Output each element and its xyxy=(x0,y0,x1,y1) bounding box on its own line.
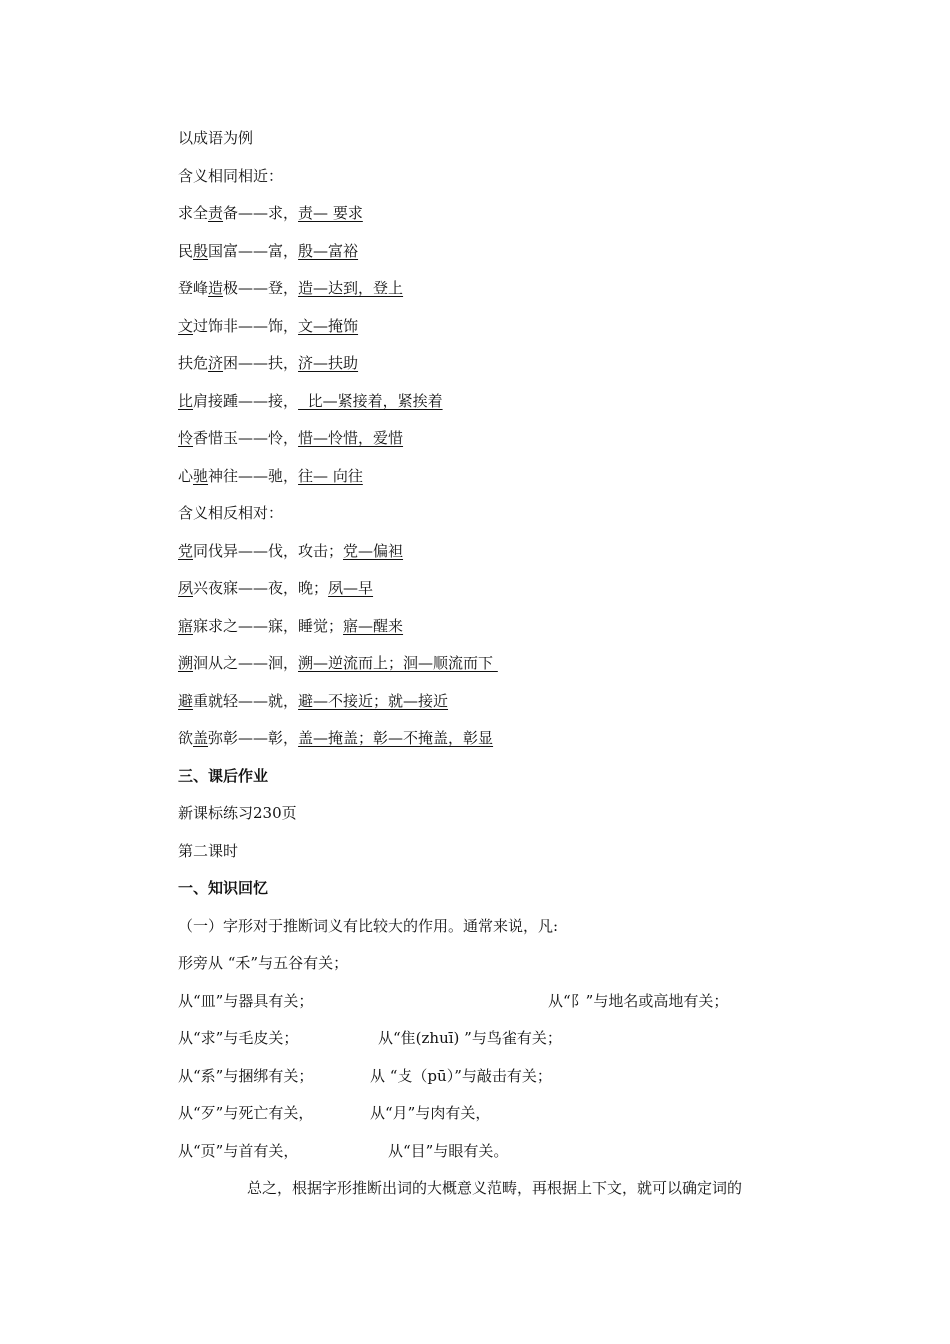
intro-line: 以成语为例 xyxy=(178,129,254,147)
radical-row: 从“歹”与死亡有关， 从“月”与肉有关， xyxy=(178,1104,491,1122)
idiom-row: 党同伐异——伐，攻击；党—偏袒 xyxy=(178,542,404,560)
radical-row: 从“系”与捆绑有关； 从 “攴（pū）”与敲击有关； xyxy=(178,1067,552,1085)
idiom-row: 欲盖弥彰——彰，盖—掩盖；彰—不掩盖，彰显 xyxy=(178,729,494,747)
idiom-row: 夙兴夜寐——夜，晚；夙—早 xyxy=(178,579,374,597)
review-heading: 一、知识回忆 xyxy=(178,879,269,897)
idiom-row: 寤寐求之——寐，睡觉；寤—醒来 xyxy=(178,617,404,635)
heading-similar: 含义相同相近： xyxy=(178,167,284,185)
radical-row: 从“页”与首有关， 从“目”与眼有关。 xyxy=(178,1142,509,1160)
idiom-row: 避重就轻——就，避—不接近；就—接近 xyxy=(178,692,449,710)
idiom-row: 求全责备——求，责— 要求 xyxy=(178,204,363,222)
idiom-row: 登峰造极——登，造—达到，登上 xyxy=(178,279,404,297)
summary-paragraph: 总之，根据字形推断出词的大概意义范畴，再根据上下文，就可以确定词的 xyxy=(247,1179,743,1197)
idiom-row: 比肩接踵——接， 比—紧接着，紧挨着 xyxy=(178,392,443,410)
idiom-row: 怜香惜玉——怜，惜—怜惜，爱惜 xyxy=(178,429,404,447)
idiom-row: 文过饰非——饰，文—掩饰 xyxy=(178,317,359,335)
idiom-row: 民殷国富——富，殷—富裕 xyxy=(178,242,359,260)
idiom-row: 心驰神往——驰，往— 向往 xyxy=(178,467,363,485)
idiom-row: 扶危济困——扶，济—扶助 xyxy=(178,354,359,372)
radical-first: 形旁从 “禾”与五谷有关； xyxy=(178,954,349,972)
heading-opposite: 含义相反相对： xyxy=(178,504,284,522)
idiom-row: 溯洄从之——洄，溯—逆流而上；洄—顺流而下 xyxy=(178,654,498,672)
lesson-title: 第二课时 xyxy=(178,842,239,860)
homework-heading: 三、课后作业 xyxy=(178,767,269,785)
radical-row: 从“皿”与器具有关； 从“阝”与地名或高地有关； xyxy=(178,992,729,1010)
homework-text: 新课标练习230页 xyxy=(178,804,297,822)
review-paragraph: （一）字形对于推断词义有比较大的作用。通常来说，凡: xyxy=(178,917,559,935)
radical-row: 从“求”与毛皮关； 从“隹(zhuī) ”与鸟雀有关； xyxy=(178,1029,562,1047)
